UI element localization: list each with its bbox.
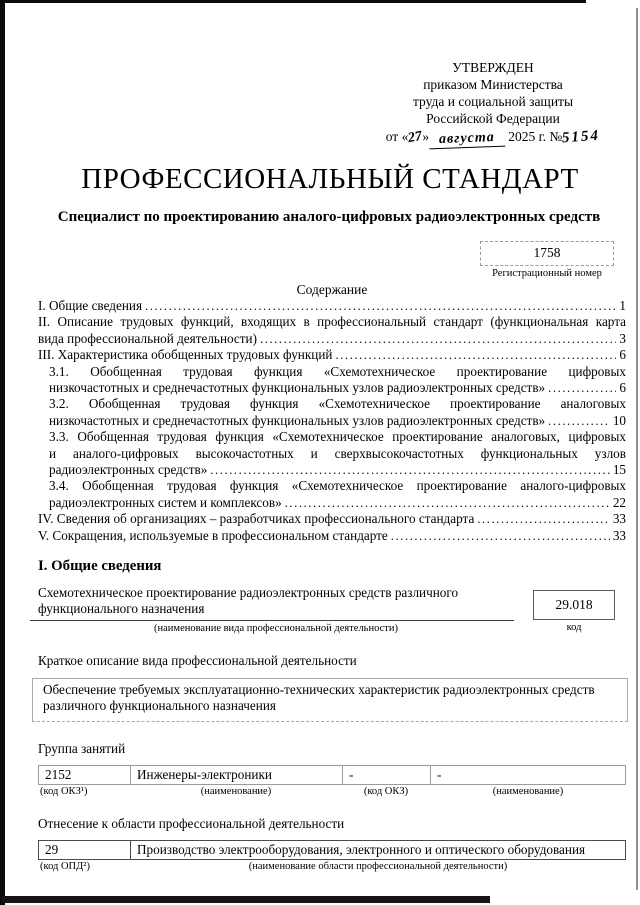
toc-leader-dots xyxy=(285,495,610,511)
toc-entry-text: и аналого-цифровых высокочастотных и сверхвысокочастотных функциональных узлов xyxy=(49,445,626,461)
toc-leader-dots xyxy=(335,347,616,363)
document-title: ПРОФЕССИОНАЛЬНЫЙ СТАНДАРТ xyxy=(81,163,579,195)
activity-code-label: код xyxy=(566,622,582,634)
approval-block xyxy=(364,59,622,147)
column-label: (код ОПД²) xyxy=(40,860,90,872)
toc-page-number: 15 xyxy=(612,462,626,478)
bottom-edge-scan-bar xyxy=(2,896,490,903)
toc-leader-dots xyxy=(145,298,616,314)
toc-entry-text: радиоэлектронных средств» xyxy=(49,462,208,478)
toc-page-number: 3 xyxy=(619,330,626,346)
column-label: (наименование) xyxy=(200,785,272,797)
handwritten-order-number: 5154 xyxy=(561,127,601,147)
approval-date-line xyxy=(364,128,622,147)
short-description-box xyxy=(32,678,628,722)
toc-page-number: 33 xyxy=(612,511,626,527)
toc-entry-text: 3.3. Обобщенная трудовая функция «Схемотехническое проектирование аналоговых, цифровых xyxy=(49,429,626,445)
activity-name-field xyxy=(38,585,626,634)
toc-entry xyxy=(38,298,626,314)
toc-entry-text: 3.4. Обобщенная трудовая функция «Схемотехническое проектирование аналого-цифровых xyxy=(49,478,626,494)
occupation-code-cell: 2152 xyxy=(38,765,130,785)
toc-entry xyxy=(49,396,626,429)
toc-entry-text: III. Характеристика обобщенных трудовых функций xyxy=(38,347,333,363)
activity-name-value: Схемотехническое проектирование радиоэлектронных средств различного функционального назначения xyxy=(38,585,459,616)
short-description-value: Обеспечение требуемых эксплуатационно-технических характеристик радиоэлектронных средств различного функционального назначения xyxy=(43,681,595,714)
activity-name-left xyxy=(38,585,514,634)
activity-code-box xyxy=(533,590,615,620)
toc-leader-dots xyxy=(391,528,610,544)
toc-entry-text: IV. Сведения об организациях – разработчиках профессионального стандарта xyxy=(38,511,475,527)
toc-entry xyxy=(38,511,626,527)
toc-entry-text: I. Общие сведения xyxy=(38,298,143,313)
toc-leader-dots xyxy=(210,462,610,478)
toc-entry-text: низкочастотных и среднечастотных функциональных узлов радиоэлектронных средств» xyxy=(49,380,546,396)
occupation-group-table xyxy=(38,765,626,785)
column-label: (код ОКЗ¹) xyxy=(40,785,88,797)
toc-entry-text: низкочастотных и среднечастотных функциональных узлов радиоэлектронных средств» xyxy=(49,412,546,428)
activity-name-rule xyxy=(30,620,514,621)
professional-area-column-labels xyxy=(38,861,626,872)
approval-line: труда и социальной защиты xyxy=(412,94,574,109)
toc-entry xyxy=(38,528,626,544)
professional-area-label: Отнесение к области профессиональной деятельности xyxy=(38,815,345,831)
toc-entry xyxy=(49,364,626,397)
area-name-cell: Производство электрооборудования, электронного и оптического оборудования xyxy=(130,840,626,860)
toc-page-number: 33 xyxy=(612,527,626,543)
column-label: (наименование) xyxy=(492,785,564,797)
toc-entry xyxy=(38,347,626,363)
toc-entry xyxy=(49,478,626,511)
approval-line: приказом Министерства xyxy=(423,77,563,92)
date-prefix: от « xyxy=(385,129,409,144)
registration-number-label: Регистрационный номер xyxy=(492,268,602,279)
professional-area-table xyxy=(38,840,626,860)
occupation-name2-cell: - xyxy=(430,765,626,785)
registration-number: 1758 xyxy=(533,245,561,260)
right-edge-scan-line xyxy=(636,8,638,890)
toc-entry-text: II. Описание трудовых функций, входящих в профессиональный стандарт (функциональная карта xyxy=(38,314,626,330)
toc-leader-dots xyxy=(260,331,616,347)
date-close-quote: » xyxy=(422,129,430,144)
toc-page-number: 6 xyxy=(619,347,626,363)
occupation-code2-cell: - xyxy=(342,765,430,785)
top-edge-scan-line xyxy=(0,0,586,3)
activity-name-label: (наименование вида профессиональной деятельности) xyxy=(154,622,398,634)
toc-entry-text: 3.1. Обобщенная трудовая функция «Схемотехническое проектирование цифровых xyxy=(49,363,626,379)
activity-code-field xyxy=(522,585,626,634)
toc-entry-text: V. Сокращения, используемые в профессиональном стандарте xyxy=(38,527,388,543)
toc-leader-dots xyxy=(548,413,610,429)
toc-entry-text: вида профессиональной деятельности) xyxy=(38,330,257,346)
toc-heading: Содержание xyxy=(296,282,368,297)
activity-code: 29.018 xyxy=(555,597,593,613)
toc-page-number: 6 xyxy=(619,380,626,396)
toc-page-number: 1 xyxy=(619,298,626,313)
column-label: (наименование области профессиональной деятельности) xyxy=(248,860,508,872)
area-code-cell: 29 xyxy=(38,840,130,860)
approval-line: Российской Федерации xyxy=(426,111,560,126)
registration-number-box xyxy=(480,241,614,266)
left-edge-scan-line xyxy=(0,0,5,905)
occupation-name-cell: Инженеры-электроники xyxy=(130,765,342,785)
section-heading-general: I. Общие сведения xyxy=(38,558,162,575)
registration-block xyxy=(480,241,614,279)
document-subtitle: Специалист по проектированию аналого-цифровых радиоэлектронных средств xyxy=(57,209,601,225)
handwritten-day: 27 xyxy=(407,128,424,147)
toc-leader-dots xyxy=(477,511,609,527)
column-label: (код ОКЗ) xyxy=(363,785,409,797)
toc-entry-text: радиоэлектронных систем и комплексов» xyxy=(49,494,282,510)
toc-leader-dots xyxy=(548,380,616,396)
occupation-group-column-labels xyxy=(38,786,626,797)
toc-entry-text: 3.2. Обобщенная трудовая функция «Схемотехническое проектирование аналоговых xyxy=(49,396,626,412)
handwritten-month: августа xyxy=(429,129,505,150)
date-year-text: 2025 г. № xyxy=(508,129,563,144)
toc-page-number: 22 xyxy=(612,494,626,510)
table-of-contents xyxy=(38,298,626,544)
toc-entry xyxy=(49,429,626,478)
occupation-group-label: Группа занятий xyxy=(38,740,126,756)
toc-entry xyxy=(38,314,626,347)
toc-page-number: 10 xyxy=(612,412,626,428)
short-description-label: Краткое описание вида профессиональной деятельности xyxy=(38,652,357,668)
approval-line: УТВЕРЖДЕН xyxy=(452,60,534,75)
